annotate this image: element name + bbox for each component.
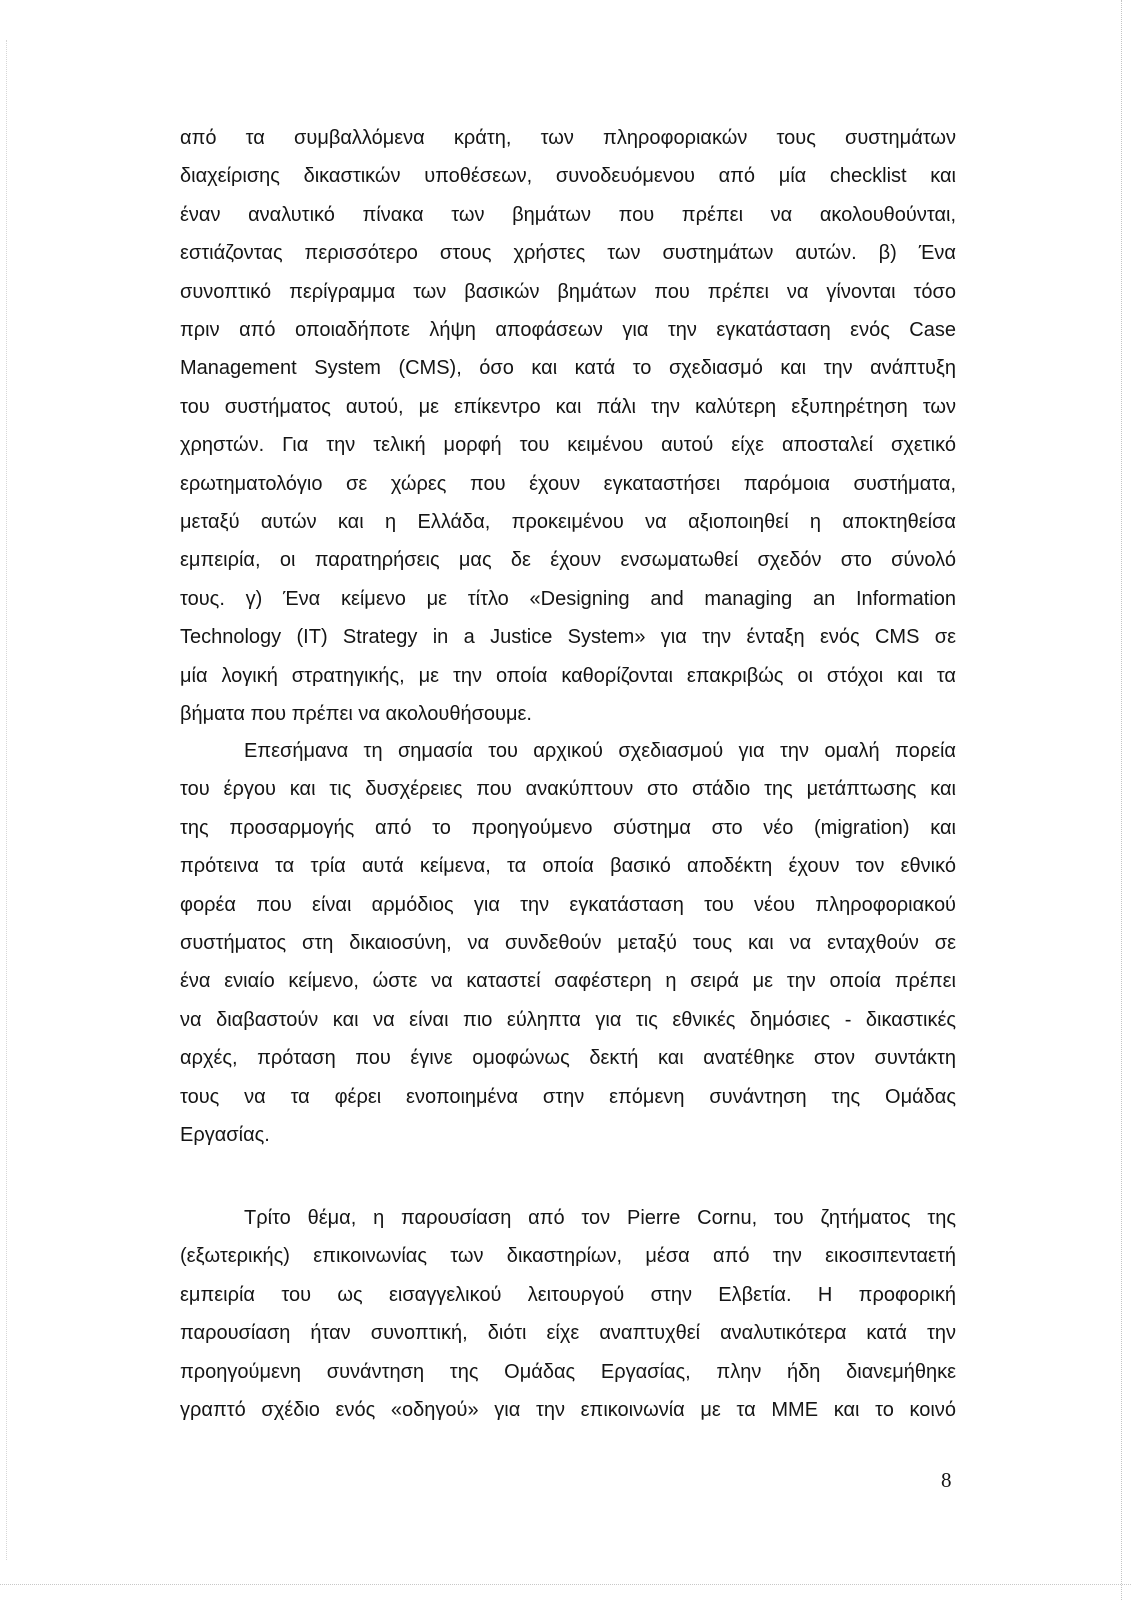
paragraph-3-line: Τρίτο θέμα, η παρουσίαση από τον Pierre Cornu, του ζητήματος της xyxy=(244,1207,956,1229)
paragraph-1-line: του συστήματος αυτού, με επίκεντρο και πάλι την καλύτερη εξυπηρέτηση των xyxy=(180,395,956,418)
paragraph-2 xyxy=(180,732,956,1154)
paragraph-1-line: βήματα που πρέπει να ακολουθήσουμε. xyxy=(180,703,532,726)
paragraph-1-line: πριν από οποιαδήποτε λήψη αποφάσεων για την εγκατάσταση ενός Case xyxy=(180,319,956,342)
paragraph-2-line: αρχές, πρόταση που έγινε ομοφώνως δεκτή και ανατέθηκε στον συντάκτη xyxy=(180,1047,956,1070)
paragraph-3-line: εμπειρία του ως εισαγγελικού λειτουργού στην Ελβετία. Η προφορική xyxy=(180,1283,956,1306)
scan-edge-left xyxy=(6,40,8,1560)
paragraph-1-line: Technology (IT) Strategy in a Justice System» για την ένταξη ενός CMS σε xyxy=(180,626,956,649)
paragraph-1-line: χρηστών. Για την τελική μορφή του κειμένου αυτού είχε αποσταλεί σχετικό xyxy=(180,434,956,457)
paragraph-1-line: εστιάζοντας περισσότερο στους χρήστες των συστημάτων αυτών. β) Ένα xyxy=(180,242,956,265)
paragraph-2-line: τους να τα φέρει ενοποιημένα στην επόμενη συνάντηση της Ομάδας xyxy=(180,1085,956,1108)
paragraph-2-line: φορέα που είναι αρμόδιος για την εγκατάσταση του νέου πληροφοριακού xyxy=(180,893,956,916)
paragraph-1-line: μεταξύ αυτών και η Ελλάδα, προκειμένου να αξιοποιηθεί η αποκτηθείσα xyxy=(180,511,956,534)
paragraph-2-line: Επεσήμανα τη σημασία του αρχικού σχεδιασμού για την ομαλή πορεία xyxy=(244,740,956,762)
paragraph-1-line: έναν αναλυτικό πίνακα των βημάτων που πρέπει να ακολουθούνται, xyxy=(180,203,956,226)
paragraph-1-line: συνοπτικό περίγραμμα των βασικών βημάτων που πρέπει να γίνονται τόσο xyxy=(180,280,956,303)
paragraph-3-line: (εξωτερικής) επικοινωνίας των δικαστηρίων, μέσα από την εικοσιπενταετή xyxy=(180,1245,956,1268)
paragraph-2-line: του έργου και τις δυσχέρειες που ανακύπτουν στο στάδιο της μετάπτωσης και xyxy=(180,778,956,801)
paragraph-1-line: ερωτηματολόγιο σε χώρες που έχουν εγκαταστήσει παρόμοια συστήματα, xyxy=(180,472,956,495)
paragraph-3 xyxy=(180,1199,956,1429)
paragraph-1-line: μία λογική στρατηγικής, με την οποία καθορίζονται επακριβώς οι στόχοι και τα xyxy=(180,664,956,687)
page-number: 8 xyxy=(941,1468,952,1492)
paragraph-2-line: να διαβαστούν και να είναι πιο εύληπτα για τις εθνικές δημόσιες - δικαστικές xyxy=(180,1008,956,1031)
paragraph-3-line: παρουσίαση ήταν συνοπτική, διότι είχε αναπτυχθεί αναλυτικότερα κατά την xyxy=(180,1322,956,1345)
paragraph-1-line: εμπειρία, οι παρατηρήσεις μας δε έχουν ενσωματωθεί σχεδόν στο σύνολό xyxy=(180,549,956,572)
paragraph-3-line: γραπτό σχέδιο ενός «οδηγού» για την επικοινωνία με τα ΜΜΕ και το κοινό xyxy=(180,1399,956,1422)
paragraph-2-line: πρότεινα τα τρία αυτά κείμενα, τα οποία βασικό αποδέκτη έχουν τον εθνικό xyxy=(180,855,956,878)
scan-edge-right xyxy=(1121,0,1123,1600)
paragraph-2-line: ένα ενιαίο κείμενο, ώστε να καταστεί σαφέστερη η σειρά με την οποία πρέπει xyxy=(180,970,956,993)
paragraph-1-line: από τα συμβαλλόμενα κράτη, των πληροφοριακών τους συστημάτων xyxy=(180,127,956,149)
paragraph-2-line: συστήματος στη δικαιοσύνη, να συνδεθούν μεταξύ τους και να ενταχθούν σε xyxy=(180,932,956,955)
paragraph-1-line: τους. γ) Ένα κείμενο με τίτλο «Designing and managing an Information xyxy=(180,587,956,610)
paragraph-2-line: Εργασίας. xyxy=(180,1124,270,1147)
scan-edge-bottom xyxy=(0,1584,1131,1586)
paragraph-1-line: Management System (CMS), όσο και κατά το σχεδιασμό και την ανάπτυξη xyxy=(180,357,956,380)
paragraph-2-line: της προσαρμογής από το προηγούμενο σύστημα στο νέο (migration) και xyxy=(180,816,956,839)
paragraph-1-line: διαχείρισης δικαστικών υποθέσεων, συνοδευόμενου από μία checklist και xyxy=(180,165,956,188)
paragraph-3-line: προηγούμενη συνάντηση της Ομάδας Εργασίας, πλην ήδη διανεμήθηκε xyxy=(180,1360,956,1383)
paragraph-1 xyxy=(180,119,956,734)
